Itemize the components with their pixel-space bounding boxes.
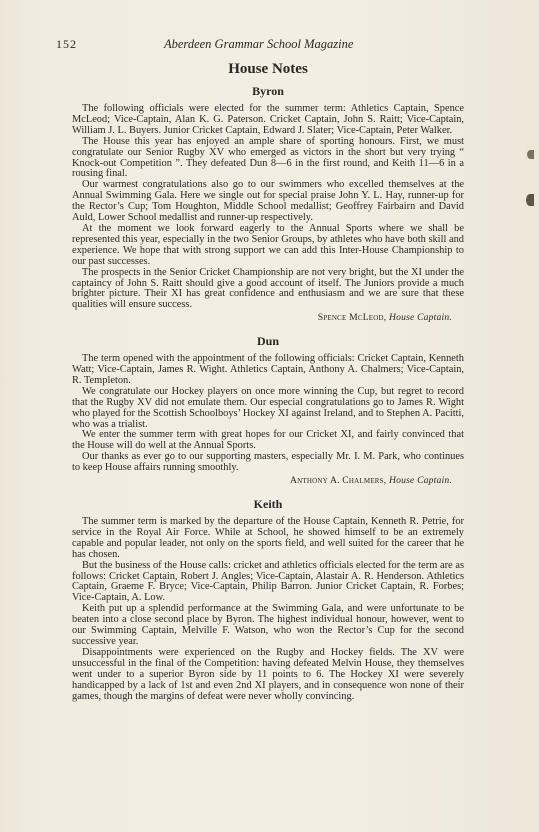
paragraph: We enter the summer term with great hopes for our Cricket XI, and fairly convinced that the House will do well at the Annual Sports. [72,429,464,452]
signature-role: House Captain. [388,475,452,487]
journal-title: Aberdeen Grammar School Magazine [164,37,354,51]
signature [72,313,464,324]
page-edge-mark [527,150,534,159]
signature [72,476,464,487]
section-heading: Keith [253,497,283,511]
paragraph: The prospects in the Senior Cricket Championship are not very bright, but the XI under the captaincy of John S. Raitt should give a good account of itself. The Juniors provide a much brighter picture. Their XI has great confidence and enthusiasm and we are sure that these qualities will ensure success. [72,266,464,311]
paragraph: The summer term is marked by the departure of the House Captain, Kenneth R. Petrie, for service in the Royal Air Force. While at School, he showed himself to be an extremely capable and popular leader, not only on the sports field, and well suited for the career that he has chosen. [72,516,464,560]
paragraph: The term opened with the appointment of the following officials: Cricket Captain, Kenneth Watt; Vice-Captain, James R. Wight. Athletics Captain, Anthony A. Chalmers; Vice-Captain, R. Templeton. [72,353,464,386]
article-title: House Notes [228,61,308,77]
paragraph: We congratulate our Hockey players on once more winning the Cup, but regret to record that the Rugby XV did not emulate them. Our especial congratulations go to James R. Wight who played for the Scottish Schoolboys’ Hockey XI against Ireland, and to Stephen A. Pacitti, who was a trialist. [72,385,464,430]
section-heading: Byron [252,84,284,98]
paragraph: But the business of the House calls: cricket and athletics officials elected for the term are as follows: Cricket Captain, Robert J. Angles; Vice-Captain, Alastair A. R. Henderson. Athletics Captain, Graeme F. Bryce; Vice-Captain, Philip Barron. Junior Cricket Captain, R. Forbes; Vice-Captain, A. Low. [72,559,464,604]
section-dun [72,334,464,487]
signature-name: Anthony A. Chalmers, [290,475,387,487]
paragraph: At the moment we look forward eagerly to the Annual Sports where we shall be represented this year, especially in the two Senior Groups, by athletes who have both skill and experience. We hope that with strong support we can add this Inter-House Championship to our past successes. [72,222,464,267]
paragraph: Our warmest congratulations also go to our swimmers who excelled themselves at the Annual Swimming Gala. Here we single out for special praise John Y. L. Hay, runner-up for the Rector’s Cup; Tom Houghton, Middle School medallist; Geoffrey Fairbairn and David Auld, Lower School medallist and runner-up respectively. [72,179,464,224]
paragraph: Our thanks as ever go to our supporting masters, especially Mr. I. M. Park, who continues to keep House affairs running smoothly. [72,451,464,474]
paragraph: Keith put up a splendid performance at the Swimming Gala, and were unfortunate to be beaten into a close second place by Byron. The highest individual honour, however, went to our Swimming Captain, Melville F. Watson, who won the Rector’s Cup for the second successive year. [72,603,464,647]
section-heading: Dun [256,334,279,349]
section-byron [72,84,464,324]
section-keith [72,497,464,702]
page-edge-mark [526,194,534,206]
page-number: 152 [56,37,77,51]
signature-role: House Captain. [388,312,452,324]
paragraph: Disappointments were experienced on the Rugby and Hockey fields. The XV were unsuccessful in the final of the Competition: having defeated Melvin House, they themselves went under to a superior Byron side by 11 points to 6. The Hockey XI were severely handicapped by a lack of 1st and even 2nd XI players, and in consequence won none of their games, though the margins of defeat were never wholly convincing. [72,646,464,702]
paragraph: The House this year has enjoyed an ample share of sporting honours. First, we must congratulate our Senior Rugby XV who emerged as victors in the short but very trying “ Knock-out Competition ”. They defeated Dun 8—6 in the first round, and Keith 11—6 in a rousing final. [72,135,464,180]
signature-name: Spence McLeod, [317,312,387,324]
page-header [56,37,476,53]
article-body [72,60,464,712]
paragraph: The following officials were elected for the summer term: Athletics Captain, Spence McLeod; Vice-Captain, Alan K. G. Paterson. Cricket Captain, John S. Raitt; Vice-Captain, William J. L. Buyers. Junior Cricket Captain, Edward J. Slater; Vice-Captain, Peter Walker. [72,103,464,136]
